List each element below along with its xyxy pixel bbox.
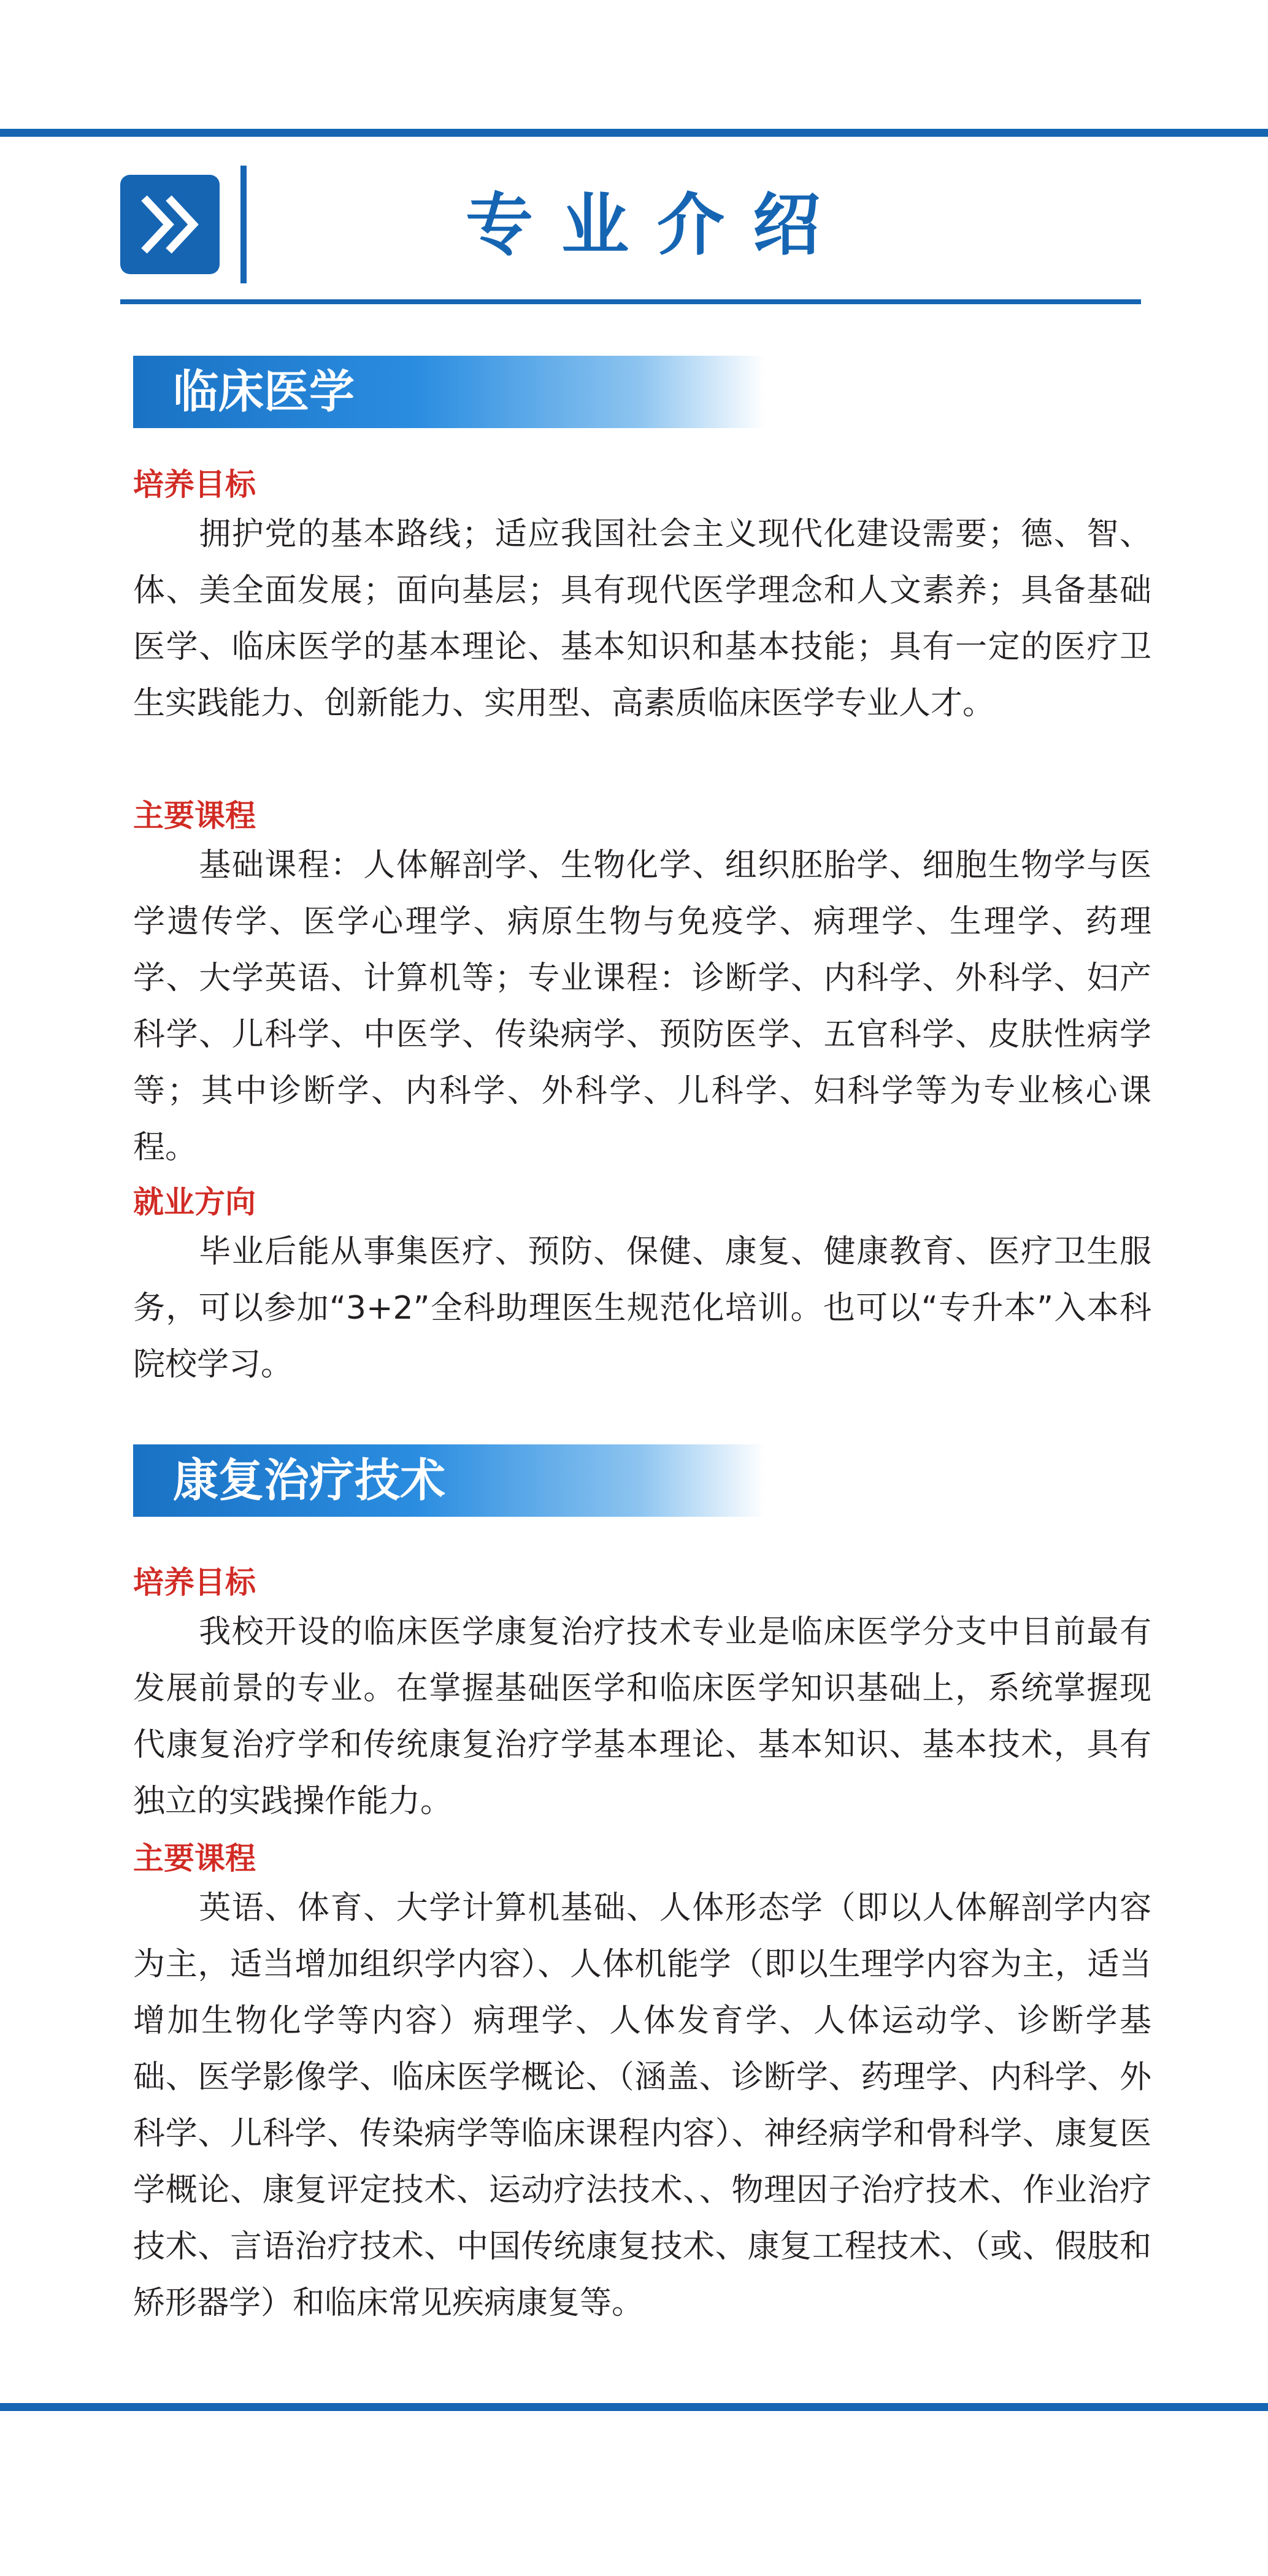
- header-rule: [120, 299, 1141, 304]
- section-heading-band: [133, 356, 765, 428]
- title-divider: [240, 166, 247, 283]
- top-rule: [0, 129, 1268, 137]
- subsection-label: 主要课程: [133, 1840, 256, 1876]
- paragraph: 拥护党的基本路线；适应我国社会主义现代化建设需要；德、智、体、美全面发展；面向基层；具有现代医学理念和人文素养；具备基础医学、临床医学的基本理论、基本知识和基本技能；具有一定的医疗卫生实践能力、创新能力、实用型、高素质临床医学专业人才。: [133, 516, 1151, 722]
- paragraph: 基础课程：人体解剖学、生物化学、组织胚胎学、细胞生物学与医学遗传学、医学心理学、病原生物与免疫学、病理学、生理学、药理学、大学英语、计算机等；专业课程：诊断学、内科学、外科学、妇产科学、儿科学、中医学、传染病学、预防医学、五官科学、皮肤性病学等；其中诊断学、内科学、外科学、儿科学、妇科学等为专业核心课程。: [133, 847, 1151, 1166]
- paragraph: 我校开设的临床医学康复治疗技术专业是临床医学分支中目前最有发展前景的专业。在掌握基础医学和临床医学知识基础上，系统掌握现代康复治疗学和传统康复治疗学基本理论、基本知识、基本技术，具有独立的实践操作能力。: [133, 1614, 1151, 1820]
- bottom-rule: [0, 2403, 1268, 2411]
- subsection-label: 主要课程: [133, 797, 256, 834]
- paragraph: 英语、体育、大学计算机基础、人体形态学（即以人体解剖学内容为主，适当增加组织学内容）、人体机能学（即以生理学内容为主，适当增加生物化学等内容）病理学、人体发育学、人体运动学、诊断学基础、医学影像学、临床医学概论、（涵盖、诊断学、药理学、内科学、外科学、儿科学、传染病学等临床课程内容）、神经病学和骨科学、康复医学概论、康复评定技术、运动疗法技术、、物理因子治疗技术、作业治疗技术、言语治疗技术、中国传统康复技术、康复工程技术、（或、假肢和矫形器学）和临床常见疾病康复等。: [133, 1890, 1151, 2321]
- subsection-label: 培养目标: [133, 1564, 256, 1600]
- double-chevron-right-icon: [120, 175, 220, 274]
- subsection-label: 就业方向: [133, 1184, 256, 1220]
- section-heading-band: [133, 1444, 765, 1517]
- subsection-label: 培养目标: [133, 466, 256, 502]
- page-header: [120, 166, 1141, 307]
- page-title: 专业介绍: [466, 185, 848, 264]
- section-heading: 康复治疗技术: [173, 1454, 445, 1507]
- paragraph: 毕业后能从事集医疗、预防、保健、康复、健康教育、医疗卫生服务，可以参加“3+2”全科助理医生规范化培训。也可以“专升本”入本科院校学习。: [133, 1233, 1151, 1383]
- section-heading: 临床医学: [173, 366, 355, 418]
